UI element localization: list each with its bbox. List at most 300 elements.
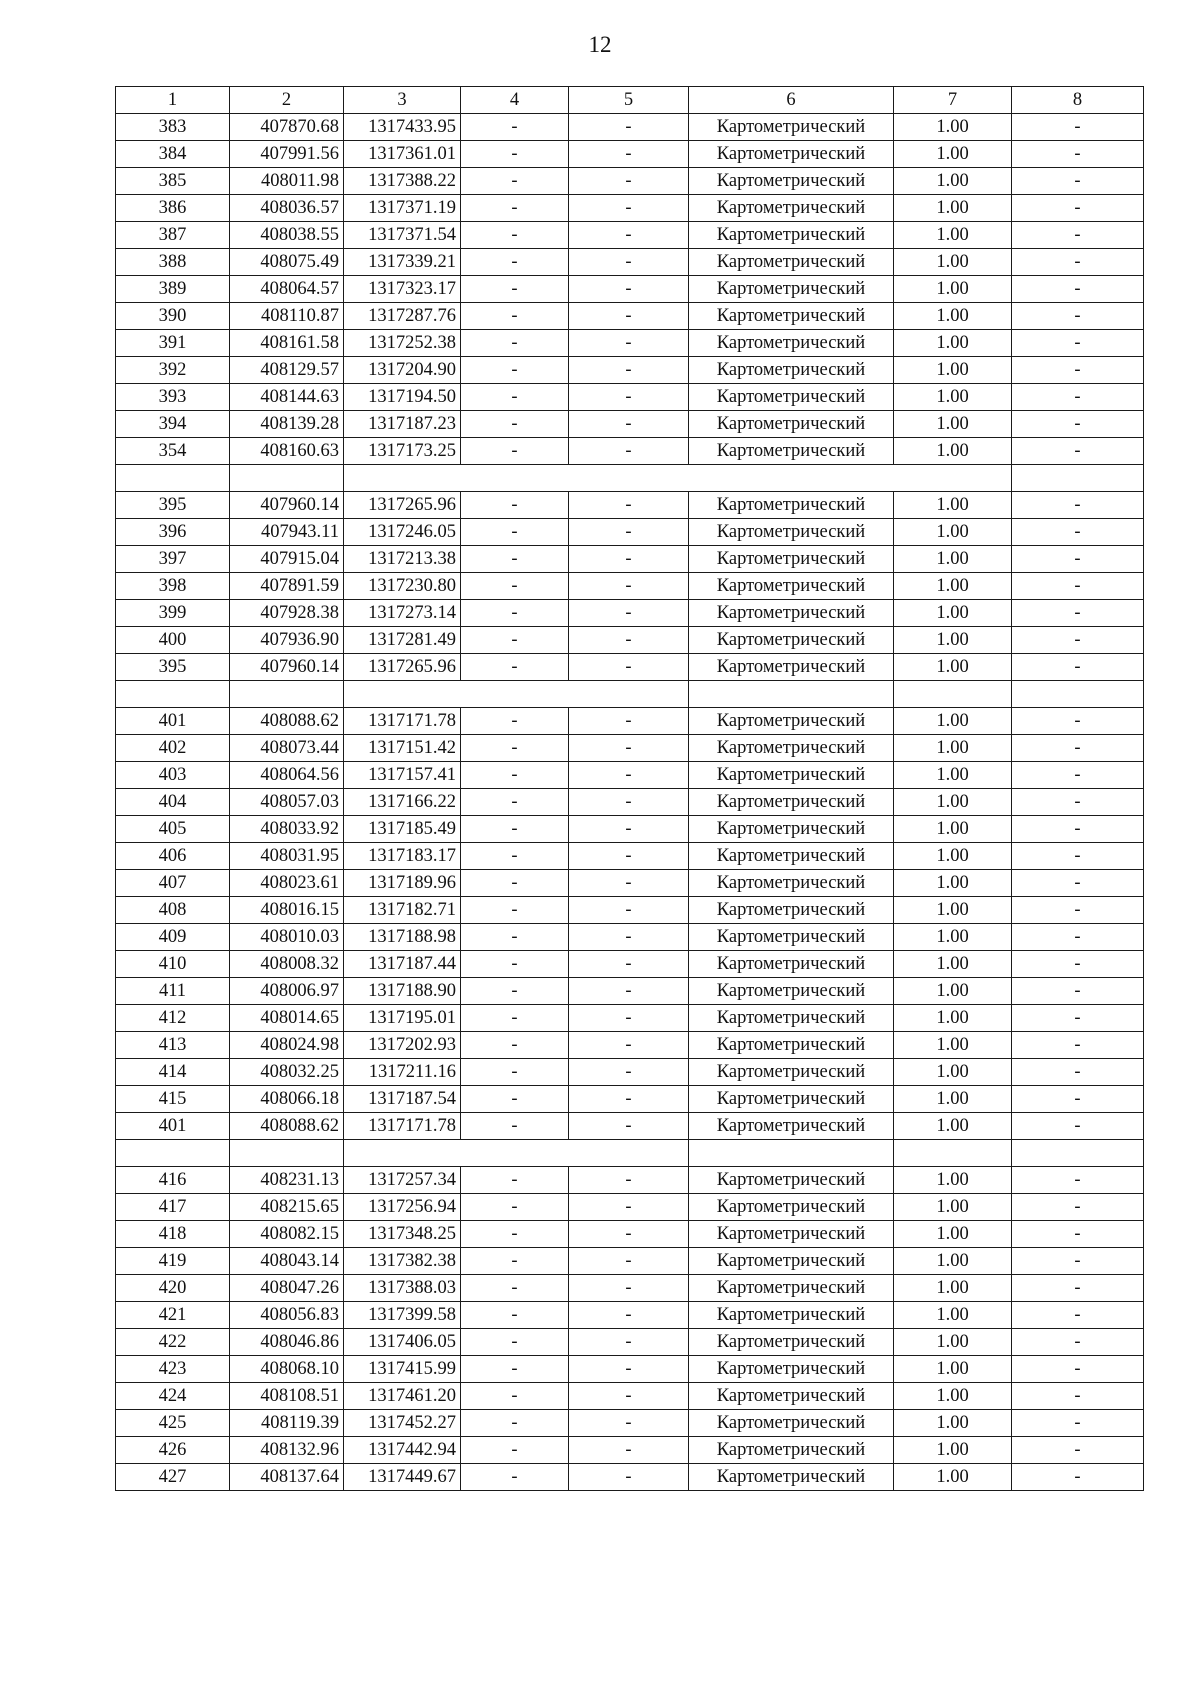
table-cell-col-2: 408046.86 (230, 1329, 344, 1356)
table-cell-col-4: - (461, 951, 569, 978)
table-cell-col-2: 408057.03 (230, 789, 344, 816)
table-cell-col-2: 407960.14 (230, 492, 344, 519)
table-cell-col-1: 403 (116, 762, 230, 789)
table-cell-col-4: - (461, 276, 569, 303)
table-cell-col-8: - (1012, 843, 1144, 870)
table-cell-col-4: - (461, 600, 569, 627)
table-cell-col-5: - (569, 924, 689, 951)
table-cell-col-3: 1317194.50 (344, 384, 461, 411)
table-cell-col-8: - (1012, 978, 1144, 1005)
table-cell-col-2: 408064.57 (230, 276, 344, 303)
table-cell-col-2: 408161.58 (230, 330, 344, 357)
table-cell-col-2: 407928.38 (230, 600, 344, 627)
table-row (116, 1383, 1144, 1410)
table-row (116, 1032, 1144, 1059)
table-cell-col-4: - (461, 1464, 569, 1491)
table-cell-col-1: 397 (116, 546, 230, 573)
table-cell-col-6: Картометрический (689, 546, 894, 573)
table-cell-col-5: - (569, 1356, 689, 1383)
table-cell-col-6: Картометрический (689, 573, 894, 600)
table-cell-col-8: - (1012, 168, 1144, 195)
table-cell-col-2: 408010.03 (230, 924, 344, 951)
table-cell-col-1: 409 (116, 924, 230, 951)
table-cell-col-6: Картометрический (689, 843, 894, 870)
empty-cell (894, 465, 1012, 492)
table-cell-col-5: - (569, 1410, 689, 1437)
table-cell-col-7: 1.00 (894, 708, 1012, 735)
table-row (116, 1410, 1144, 1437)
table-cell-col-1: 401 (116, 708, 230, 735)
table-cell-col-1: 396 (116, 519, 230, 546)
table-row (116, 708, 1144, 735)
table-cell-col-4: - (461, 1437, 569, 1464)
table-cell-col-4: - (461, 762, 569, 789)
separator-row (116, 1140, 1144, 1167)
table-cell-col-1: 414 (116, 1059, 230, 1086)
table-cell-col-3: 1317185.49 (344, 816, 461, 843)
table-cell-col-5: - (569, 789, 689, 816)
table-cell-col-4: - (461, 1248, 569, 1275)
table-cell-col-7: 1.00 (894, 978, 1012, 1005)
table-cell-col-7: 1.00 (894, 222, 1012, 249)
table-cell-col-5: - (569, 708, 689, 735)
table-body (116, 87, 1144, 1491)
table-cell-col-3: 1317256.94 (344, 1194, 461, 1221)
table-cell-col-6: Картометрический (689, 1329, 894, 1356)
table-cell-col-5: - (569, 951, 689, 978)
table-cell-col-8: - (1012, 708, 1144, 735)
table-cell-col-7: 1.00 (894, 249, 1012, 276)
table-cell-col-6: Картометрический (689, 1113, 894, 1140)
table-row (116, 789, 1144, 816)
table-cell-col-3: 1317415.99 (344, 1356, 461, 1383)
table-cell-col-5: - (569, 1248, 689, 1275)
table-row (116, 276, 1144, 303)
table-cell-col-8: - (1012, 924, 1144, 951)
table-cell-col-2: 408231.13 (230, 1167, 344, 1194)
table-cell-col-4: - (461, 708, 569, 735)
table-cell-col-7: 1.00 (894, 303, 1012, 330)
table-cell-col-7: 1.00 (894, 789, 1012, 816)
table-cell-col-7: 1.00 (894, 1086, 1012, 1113)
table-row (116, 411, 1144, 438)
table-cell-col-5: - (569, 249, 689, 276)
table-cell-col-2: 408119.39 (230, 1410, 344, 1437)
table-cell-col-1: 416 (116, 1167, 230, 1194)
table-cell-col-8: - (1012, 492, 1144, 519)
table-cell-col-1: 386 (116, 195, 230, 222)
table-cell-col-1: 401 (116, 1113, 230, 1140)
table-cell-col-6: Картометрический (689, 1221, 894, 1248)
table-cell-col-7: 1.00 (894, 1059, 1012, 1086)
table-cell-col-5: - (569, 141, 689, 168)
table-cell-col-3: 1317273.14 (344, 600, 461, 627)
table-cell-col-4: - (461, 1356, 569, 1383)
table-cell-col-5: - (569, 1167, 689, 1194)
table-cell-col-4: - (461, 1113, 569, 1140)
table-cell-col-6: Картометрический (689, 1302, 894, 1329)
table-cell-col-7: 1.00 (894, 1275, 1012, 1302)
table-row (116, 978, 1144, 1005)
table-cell-col-1: 425 (116, 1410, 230, 1437)
table-cell-col-8: - (1012, 600, 1144, 627)
table-cell-col-3: 1317265.96 (344, 492, 461, 519)
table-cell-col-6: Картометрический (689, 627, 894, 654)
table-cell-col-2: 408108.51 (230, 1383, 344, 1410)
table-cell-col-6: Картометрический (689, 924, 894, 951)
table-cell-col-8: - (1012, 1437, 1144, 1464)
table-cell-col-4: - (461, 222, 569, 249)
table-cell-col-3: 1317166.22 (344, 789, 461, 816)
table-cell-col-2: 408032.25 (230, 1059, 344, 1086)
table-cell-col-1: 395 (116, 654, 230, 681)
table-cell-col-3: 1317189.96 (344, 870, 461, 897)
table-cell-col-6: Картометрический (689, 168, 894, 195)
table-cell-col-4: - (461, 492, 569, 519)
table-cell-col-3: 1317252.38 (344, 330, 461, 357)
table-cell-col-8: - (1012, 1275, 1144, 1302)
table-cell-col-7: 1.00 (894, 1383, 1012, 1410)
separator-row (116, 465, 1144, 492)
empty-cell (116, 681, 230, 708)
table-cell-col-5: - (569, 222, 689, 249)
table-cell-col-4: - (461, 1032, 569, 1059)
table-cell-col-8: - (1012, 1329, 1144, 1356)
table-cell-col-4: - (461, 654, 569, 681)
table-cell-col-8: - (1012, 519, 1144, 546)
table-cell-col-1: 419 (116, 1248, 230, 1275)
table-cell-col-3: 1317388.22 (344, 168, 461, 195)
table-cell-col-2: 408011.98 (230, 168, 344, 195)
table-cell-col-4: - (461, 195, 569, 222)
table-cell-col-5: - (569, 303, 689, 330)
empty-cell (894, 681, 1012, 708)
table-cell-col-8: - (1012, 1167, 1144, 1194)
table-row (116, 1356, 1144, 1383)
table-row (116, 357, 1144, 384)
table-cell-col-4: - (461, 897, 569, 924)
table-cell-col-2: 408023.61 (230, 870, 344, 897)
table-cell-col-3: 1317265.96 (344, 654, 461, 681)
table-cell-col-5: - (569, 276, 689, 303)
table-cell-col-4: - (461, 1302, 569, 1329)
table-cell-col-5: - (569, 114, 689, 141)
table-cell-col-2: 408082.15 (230, 1221, 344, 1248)
table-cell-col-8: - (1012, 573, 1144, 600)
table-cell-col-6: Картометрический (689, 222, 894, 249)
table-cell-col-3: 1317371.19 (344, 195, 461, 222)
table-cell-col-1: 387 (116, 222, 230, 249)
table-cell-col-6: Картометрический (689, 1005, 894, 1032)
table-cell-col-7: 1.00 (894, 384, 1012, 411)
table-cell-col-8: - (1012, 735, 1144, 762)
table-row (116, 249, 1144, 276)
table-cell-col-5: - (569, 1275, 689, 1302)
table-cell-col-8: - (1012, 1356, 1144, 1383)
table-cell-col-5: - (569, 816, 689, 843)
table-cell-col-8: - (1012, 1383, 1144, 1410)
table-cell-col-7: 1.00 (894, 843, 1012, 870)
table-cell-col-2: 408008.32 (230, 951, 344, 978)
table-cell-col-4: - (461, 1329, 569, 1356)
table-cell-col-2: 407870.68 (230, 114, 344, 141)
table-cell-col-1: 404 (116, 789, 230, 816)
table-cell-col-4: - (461, 1005, 569, 1032)
table-cell-col-8: - (1012, 411, 1144, 438)
table-cell-col-7: 1.00 (894, 330, 1012, 357)
table-cell-col-1: 407 (116, 870, 230, 897)
table-cell-col-7: 1.00 (894, 735, 1012, 762)
table-cell-col-2: 407991.56 (230, 141, 344, 168)
table-cell-col-6: Картометрический (689, 1275, 894, 1302)
column-header: 7 (894, 87, 1012, 114)
table-cell-col-5: - (569, 1329, 689, 1356)
column-header: 8 (1012, 87, 1144, 114)
empty-cell (1012, 681, 1144, 708)
table-cell-col-2: 407915.04 (230, 546, 344, 573)
table-cell-col-2: 408036.57 (230, 195, 344, 222)
table-cell-col-3: 1317173.25 (344, 438, 461, 465)
table-cell-col-1: 410 (116, 951, 230, 978)
table-cell-col-6: Картометрический (689, 438, 894, 465)
table-row (116, 1059, 1144, 1086)
page-number: 12 (588, 32, 612, 57)
table-cell-col-2: 408031.95 (230, 843, 344, 870)
table-row (116, 870, 1144, 897)
table-cell-col-2: 408139.28 (230, 411, 344, 438)
empty-cell (344, 1140, 461, 1167)
table-cell-col-6: Картометрический (689, 1464, 894, 1491)
header-row (116, 87, 1144, 114)
table-cell-col-3: 1317246.05 (344, 519, 461, 546)
table-cell-col-2: 408073.44 (230, 735, 344, 762)
table-cell-col-7: 1.00 (894, 1356, 1012, 1383)
table-cell-col-3: 1317187.54 (344, 1086, 461, 1113)
table-cell-col-4: - (461, 1086, 569, 1113)
table-cell-col-4: - (461, 1410, 569, 1437)
table-cell-col-1: 426 (116, 1437, 230, 1464)
table-cell-col-6: Картометрический (689, 303, 894, 330)
table-cell-col-5: - (569, 870, 689, 897)
table-row (116, 573, 1144, 600)
table-cell-col-6: Картометрический (689, 492, 894, 519)
table-cell-col-8: - (1012, 438, 1144, 465)
table-cell-col-5: - (569, 654, 689, 681)
table-cell-col-4: - (461, 735, 569, 762)
table-cell-col-3: 1317442.94 (344, 1437, 461, 1464)
table-cell-col-4: - (461, 357, 569, 384)
table-cell-col-1: 393 (116, 384, 230, 411)
table-cell-col-6: Картометрический (689, 1410, 894, 1437)
table-cell-col-7: 1.00 (894, 897, 1012, 924)
empty-cell (461, 681, 569, 708)
table-cell-col-4: - (461, 627, 569, 654)
table-cell-col-6: Картометрический (689, 411, 894, 438)
table-cell-col-7: 1.00 (894, 573, 1012, 600)
table-cell-col-2: 408024.98 (230, 1032, 344, 1059)
empty-cell (894, 1140, 1012, 1167)
table-cell-col-1: 412 (116, 1005, 230, 1032)
table-row (116, 492, 1144, 519)
table-cell-col-8: - (1012, 897, 1144, 924)
table-cell-col-4: - (461, 789, 569, 816)
table-cell-col-1: 405 (116, 816, 230, 843)
table-cell-col-1: 421 (116, 1302, 230, 1329)
table-cell-col-8: - (1012, 141, 1144, 168)
table-cell-col-5: - (569, 384, 689, 411)
table-cell-col-8: - (1012, 114, 1144, 141)
table-cell-col-7: 1.00 (894, 519, 1012, 546)
table-cell-col-3: 1317388.03 (344, 1275, 461, 1302)
table-cell-col-1: 408 (116, 897, 230, 924)
empty-cell (689, 465, 894, 492)
table-cell-col-5: - (569, 1059, 689, 1086)
table-cell-col-3: 1317151.42 (344, 735, 461, 762)
table-cell-col-2: 408160.63 (230, 438, 344, 465)
table-cell-col-8: - (1012, 546, 1144, 573)
table-cell-col-8: - (1012, 249, 1144, 276)
table-cell-col-2: 408129.57 (230, 357, 344, 384)
table-cell-col-4: - (461, 411, 569, 438)
table-cell-col-8: - (1012, 1302, 1144, 1329)
table-row (116, 1248, 1144, 1275)
table-cell-col-1: 395 (116, 492, 230, 519)
table-cell-col-4: - (461, 573, 569, 600)
table-cell-col-1: 406 (116, 843, 230, 870)
table-cell-col-2: 408043.14 (230, 1248, 344, 1275)
separator-row (116, 681, 1144, 708)
column-header: 4 (461, 87, 569, 114)
column-header: 1 (116, 87, 230, 114)
table-cell-col-6: Картометрический (689, 1248, 894, 1275)
table-cell-col-2: 408066.18 (230, 1086, 344, 1113)
table-cell-col-1: 398 (116, 573, 230, 600)
table-cell-col-4: - (461, 249, 569, 276)
empty-cell (569, 681, 689, 708)
table-cell-col-4: - (461, 519, 569, 546)
table-cell-col-4: - (461, 1221, 569, 1248)
table-row (116, 897, 1144, 924)
empty-cell (569, 1140, 689, 1167)
table-cell-col-3: 1317188.98 (344, 924, 461, 951)
table-cell-col-6: Картометрический (689, 735, 894, 762)
table-cell-col-3: 1317461.20 (344, 1383, 461, 1410)
table-cell-col-5: - (569, 627, 689, 654)
table-cell-col-5: - (569, 357, 689, 384)
table-cell-col-5: - (569, 735, 689, 762)
table-cell-col-5: - (569, 438, 689, 465)
table-row (116, 1194, 1144, 1221)
table-cell-col-1: 399 (116, 600, 230, 627)
empty-cell (689, 681, 894, 708)
table-cell-col-1: 402 (116, 735, 230, 762)
table-cell-col-6: Картометрический (689, 1059, 894, 1086)
table-cell-col-1: 385 (116, 168, 230, 195)
table-cell-col-8: - (1012, 357, 1144, 384)
table-cell-col-6: Картометрический (689, 1437, 894, 1464)
table-cell-col-2: 407936.90 (230, 627, 344, 654)
table-cell-col-2: 408064.56 (230, 762, 344, 789)
empty-cell (461, 1140, 569, 1167)
table-cell-col-3: 1317257.34 (344, 1167, 461, 1194)
table-cell-col-1: 420 (116, 1275, 230, 1302)
table-cell-col-6: Картометрический (689, 1032, 894, 1059)
table-cell-col-4: - (461, 546, 569, 573)
table-cell-col-6: Картометрический (689, 600, 894, 627)
table-cell-col-1: 411 (116, 978, 230, 1005)
column-header: 6 (689, 87, 894, 114)
table-cell-col-7: 1.00 (894, 816, 1012, 843)
table-row (116, 1302, 1144, 1329)
table-cell-col-4: - (461, 978, 569, 1005)
table-cell-col-5: - (569, 492, 689, 519)
table-cell-col-8: - (1012, 870, 1144, 897)
table-cell-col-5: - (569, 600, 689, 627)
table-cell-col-6: Картометрический (689, 654, 894, 681)
table-row (116, 1167, 1144, 1194)
table-cell-col-7: 1.00 (894, 1437, 1012, 1464)
table-cell-col-3: 1317361.01 (344, 141, 461, 168)
table-cell-col-5: - (569, 168, 689, 195)
table-cell-col-7: 1.00 (894, 1005, 1012, 1032)
table-cell-col-1: 354 (116, 438, 230, 465)
table-cell-col-6: Картометрический (689, 1086, 894, 1113)
table-cell-col-2: 407891.59 (230, 573, 344, 600)
table-cell-col-2: 408132.96 (230, 1437, 344, 1464)
table-cell-col-7: 1.00 (894, 1464, 1012, 1491)
table-cell-col-5: - (569, 1194, 689, 1221)
table-cell-col-1: 388 (116, 249, 230, 276)
table-cell-col-1: 383 (116, 114, 230, 141)
empty-cell (1012, 465, 1144, 492)
table-cell-col-3: 1317171.78 (344, 708, 461, 735)
table-cell-col-8: - (1012, 1221, 1144, 1248)
table-cell-col-6: Картометрический (689, 357, 894, 384)
table-cell-col-1: 391 (116, 330, 230, 357)
empty-cell (116, 465, 230, 492)
table-cell-col-2: 408068.10 (230, 1356, 344, 1383)
table-cell-col-6: Картометрический (689, 114, 894, 141)
table-cell-col-3: 1317188.90 (344, 978, 461, 1005)
empty-cell (230, 1140, 344, 1167)
table-cell-col-3: 1317452.27 (344, 1410, 461, 1437)
table-cell-col-3: 1317382.38 (344, 1248, 461, 1275)
table-row (116, 141, 1144, 168)
table-cell-col-3: 1317213.38 (344, 546, 461, 573)
table-row (116, 1329, 1144, 1356)
table-cell-col-8: - (1012, 627, 1144, 654)
table-cell-col-2: 407960.14 (230, 654, 344, 681)
table-cell-col-6: Картометрический (689, 870, 894, 897)
table-cell-col-7: 1.00 (894, 951, 1012, 978)
table-row (116, 114, 1144, 141)
table-cell-col-6: Картометрический (689, 1356, 894, 1383)
table-cell-col-8: - (1012, 789, 1144, 816)
table-row (116, 843, 1144, 870)
table-cell-col-2: 408016.15 (230, 897, 344, 924)
table-cell-col-7: 1.00 (894, 924, 1012, 951)
table-cell-col-2: 408038.55 (230, 222, 344, 249)
table-cell-col-1: 413 (116, 1032, 230, 1059)
table-cell-col-2: 408088.62 (230, 1113, 344, 1140)
table-row (116, 384, 1144, 411)
table-cell-col-4: - (461, 1275, 569, 1302)
table-cell-col-8: - (1012, 195, 1144, 222)
table-cell-col-2: 408137.64 (230, 1464, 344, 1491)
table-cell-col-2: 408033.92 (230, 816, 344, 843)
table-cell-col-7: 1.00 (894, 141, 1012, 168)
table-cell-col-7: 1.00 (894, 600, 1012, 627)
